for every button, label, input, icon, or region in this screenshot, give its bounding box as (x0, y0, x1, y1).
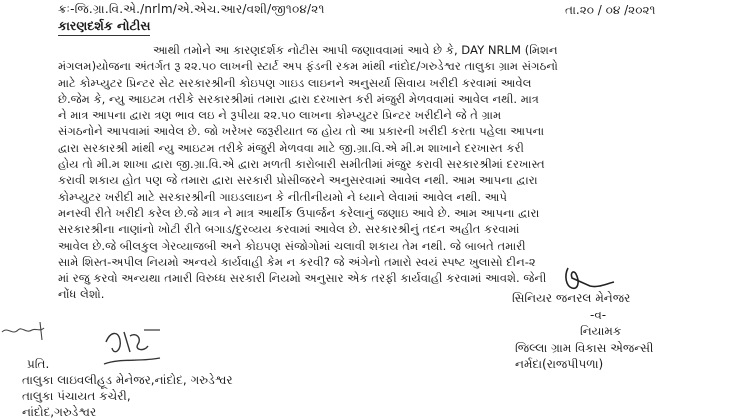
recipient-line: તાલુકા પંચાયત કચેરી, (22, 389, 131, 403)
signatory-title: સિનિયર જનરલ મેનેજર (512, 291, 631, 305)
recipient-block (22, 356, 233, 420)
body-line: માં રજુ કરવો અન્યથા તમારી વિરુધ્ધ સરકારી નિયમો અનુસાર એક તરફી કાર્યવાહી કરવામાં આવશે. જેની (58, 271, 547, 286)
body-line: છે.જેમ કે, ન્યુ આઇટમ તરીકે સરકારશ્રીમાં તમારા દ્વારા દરખાસ્ત કરી મંજુરી મેળવવામાં આવેલ નથી. માત્ર (58, 91, 539, 106)
margin-handwriting (0, 318, 60, 358)
body-line: સંગઠનોને આપવામાં આવેલ છે. જો ખરેખર જરૂરીયાત જ હોય તો આ પ્રકારની ખરીદી કરતા પહેલા આપના (58, 124, 545, 139)
handwritten-signature (560, 262, 620, 292)
body-line: મંગલમ)યોજના અંતર્ગત રૂ ૨૨.૫૦ લાખની સ્ટાર્ટ અપ ફંડની રકમ માંથી નાંદોદ/ગરુડેશ્વર તાલુકા ગ્રામ સંગઠનો (58, 59, 558, 74)
body-line: આથી તમોને આ કારણદર્શક નોટીસ આપી જણાવવામાં આવે છે કે, DAY NRLM (મિશન (153, 43, 558, 57)
body-line: સરકારશ્રીના નાણાંનો ખોટી રીતે બગાડ/દુરવ્યય કરવામાં આવેલ છે. સરકારશ્રીનું તદન અહીત કરવામાં (58, 222, 520, 237)
notice-subject: કારણદર્શક નોટીસ (58, 18, 150, 36)
signatory-place: નર્મદા(રાજપીપળા) (515, 357, 604, 371)
signatory-agency: જિલ્લા ગ્રામ વિકાસ એજન્સી (515, 340, 654, 355)
body-line: હોય તો મી.મ શાખા દ્વારા જી.ગ્રા.વિ.એ દ્વારા મળતી કારોબારી સમીતીમાં મંજુર કરાવી સરકારશ્રીમાં દરખાસ્ત (58, 157, 545, 172)
body-line: દ્વારા સરકારશ્રી માંથી ન્યુ આઇટમ તરીકે મંજુરી મેળવવા માટે જી.ગ્રા.વિ.એ મી.મ શાખાને દરખાસ્ત કરી (58, 140, 524, 155)
body-line: કરાવી શકાય હોત પણ જે તમારા દ્વારા સરકારી પ્રોસીજરને અનુસરવામાં આવેલ નથી. આમ આપના દ્વારા (58, 173, 538, 188)
signature-block (510, 290, 710, 373)
notice-date: તા.૨૦ / ૦૪ /૨૦૨૧ (565, 3, 656, 17)
body-line: કોમ્પ્યુટર ખરીદી માટે સરકારશ્રીની ગાઇડલાઇન કે નીતીનીયમો ને ધ્યાને લેવામાં આવેલ નથી. આપે (58, 189, 507, 204)
recipient-line: તાલુકા લાઇવલીહૂડ મેનેજર,નાંદોદ, ગરુડેશ્વર (22, 373, 233, 387)
body-line: ને માત્ર આપના દ્વારા ત્રણ ભાવ લઇ ને રૂપીયા ૨૨.૫૦ લાખના કોમ્પ્યુટર પ્રિન્ટર ખરીદીને જે તે ગ્રામ (58, 108, 502, 123)
body-line: આવેલ છે.જે બીલકુલ ગેરવ્યાજબી અને કોઇપણ સંજોગોમાં ચલાવી શકાય તેમ નથી. જે બાબતે તમારી (58, 238, 526, 253)
signatory-role: નિયામક (580, 324, 622, 338)
body-line: માટે કોમ્પ્યુટર પ્રિન્ટર સેટ સરકારશ્રીની કોઇપણ ગાઇડ લાઇનને અનુસર્યા સિવાય ખરીદી કરવામાં આવેલ (58, 75, 532, 90)
recipient-label: પ્રતિ. (27, 357, 50, 371)
recipient-line: નાંદોદ,ગરુડેશ્વર (22, 405, 97, 419)
body-line: મનસ્વી રીતે ખરીદી કરેલ છે.જે માત્ર ને માત્ર આર્થીક ઉપાર્જન કરેલાનું જણાઇ આવે છે. આમ આપના દ્વારા (58, 205, 540, 220)
reference-number: ક્રઃ-જિ.ગ્રા.વિ.એ./nrlm/એ.એચ.આર/વશી/જી૧૦૪/૨૧ (58, 2, 325, 16)
body-line: સામે શિસ્ત-અપીલ નિયમો અન્વયે કાર્યવાહી કેમ ન કરવી? જે અંગેનો તમારો સ્વયં સ્પષ્ટ ખુલાસો દીન-૨ (58, 254, 536, 269)
signatory-separator: -વ- (590, 307, 607, 322)
body-line: નોંધ લેશો. (58, 287, 105, 302)
